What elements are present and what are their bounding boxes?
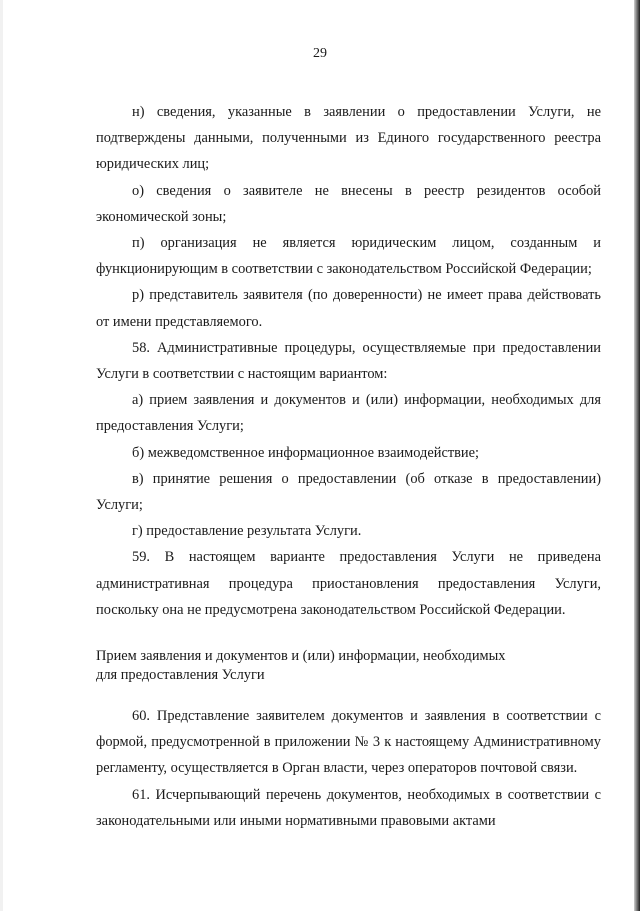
paragraph-58-v: в) принятие решения о предоставлении (об отказе в предоставлении) Услуги; (96, 470, 601, 514)
paragraph-o: о) сведения о заявителе не внесены в реестр резидентов особой экономической зоны; (96, 182, 601, 225)
paragraph-n: н) сведения, указанные в заявлении о предоставлении Услуги, не подтверждены данными, полученными из Единого государственного реестра юридических лиц; (96, 104, 601, 173)
section-heading-line-2: для предоставления Услуги (96, 667, 265, 684)
section-heading-line-1: Прием заявления и документов и (или) информации, необходимых (96, 648, 506, 665)
paragraph-58-b: б) межведомственное информационное взаимодействие; (132, 444, 480, 461)
paragraph-58-g: г) предоставление результата Услуги. (132, 523, 362, 540)
paragraph-r: р) представитель заявителя (по доверенности) не имеет права действовать от имени представляемого. (96, 287, 601, 330)
scan-left-edge (0, 0, 3, 911)
paragraph-58: 58. Административные процедуры, осуществляемые при предоставлении Услуги в соответствии с настоящим вариантом: (96, 339, 601, 383)
paragraph-60: 60. Представление заявителем документов и заявления в соответствии с формой, предусмотренной в приложении № 3 к настоящему Административному регламенту, осуществляется в Орган власти, через операторов почтовой связи. (96, 708, 601, 777)
paragraph-59: 59. В настоящем варианте предоставления Услуги не приведена административная процедура приостановления предоставления Услуги, поскольку она не предусмотрена законодательством Российской Федерации. (96, 549, 601, 618)
section-heading (96, 647, 601, 685)
paragraph-p: п) организация не является юридическим лицом, созданным и функционирующим в соответствии с законодательством Российской Федерации; (96, 235, 601, 278)
paragraph-61: 61. Исчерпывающий перечень документов, необходимых в соответствии с законодательными или иными нормативными правовыми актами (96, 786, 601, 829)
page-number: 29 (313, 46, 327, 61)
paragraph-58-a: а) прием заявления и документов и (или) информации, необходимых для предоставления Услуги; (96, 392, 601, 435)
scan-right-edge (634, 0, 640, 911)
document-body (96, 99, 601, 834)
